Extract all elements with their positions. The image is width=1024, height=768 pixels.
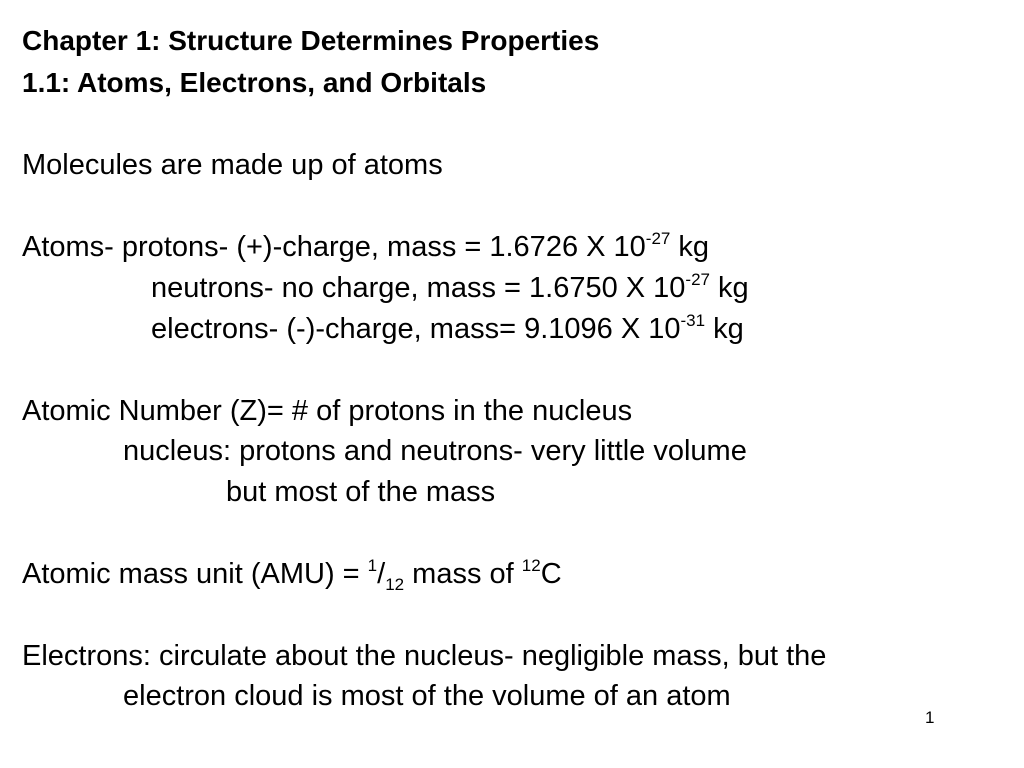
protons-exponent: -27	[645, 229, 671, 248]
protons-unit: kg	[670, 231, 710, 263]
amu-middle: mass of	[404, 558, 522, 590]
neutrons-unit: kg	[710, 272, 749, 304]
electrons-exponent: -31	[680, 311, 706, 330]
protons-text: Atoms- protons- (+)-charge, mass = 1.6726 X 10	[22, 231, 646, 263]
neutrons-exponent: -27	[685, 270, 710, 289]
amu-isotope: 12	[521, 556, 541, 575]
amu-denominator: 12	[385, 575, 405, 594]
neutrons-line	[151, 271, 749, 305]
amu-element: C	[540, 558, 562, 590]
electrons-text: electrons- (-)-charge, mass= 9.1096 X 10	[151, 313, 681, 345]
electrons-line	[151, 312, 744, 346]
slide-number: 1	[925, 708, 935, 727]
protons-line	[22, 230, 709, 264]
chapter-title: Chapter 1: Structure Determines Properties	[22, 25, 600, 56]
neutrons-text: neutrons- no charge, mass = 1.6750 X 10	[151, 272, 686, 304]
electrons-unit: kg	[705, 313, 744, 345]
amu-slash: /	[377, 558, 386, 590]
nucleus-line-1: nucleus: protons and neutrons- very little volume	[123, 435, 747, 467]
electrons-description-1: Electrons: circulate about the nucleus- negligible mass, but the	[22, 640, 827, 672]
section-title: 1.1: Atoms, Electrons, and Orbitals	[22, 67, 487, 98]
molecules-statement: Molecules are made up of atoms	[22, 149, 443, 181]
nucleus-line-2: but most of the mass	[226, 476, 496, 508]
atomic-number-line: Atomic Number (Z)= # of protons in the nucleus	[22, 395, 633, 427]
amu-text: Atomic mass unit (AMU) =	[22, 558, 368, 590]
electrons-description-2: electron cloud is most of the volume of an atom	[123, 680, 731, 712]
amu-numerator: 1	[367, 556, 378, 575]
amu-line	[22, 556, 562, 594]
